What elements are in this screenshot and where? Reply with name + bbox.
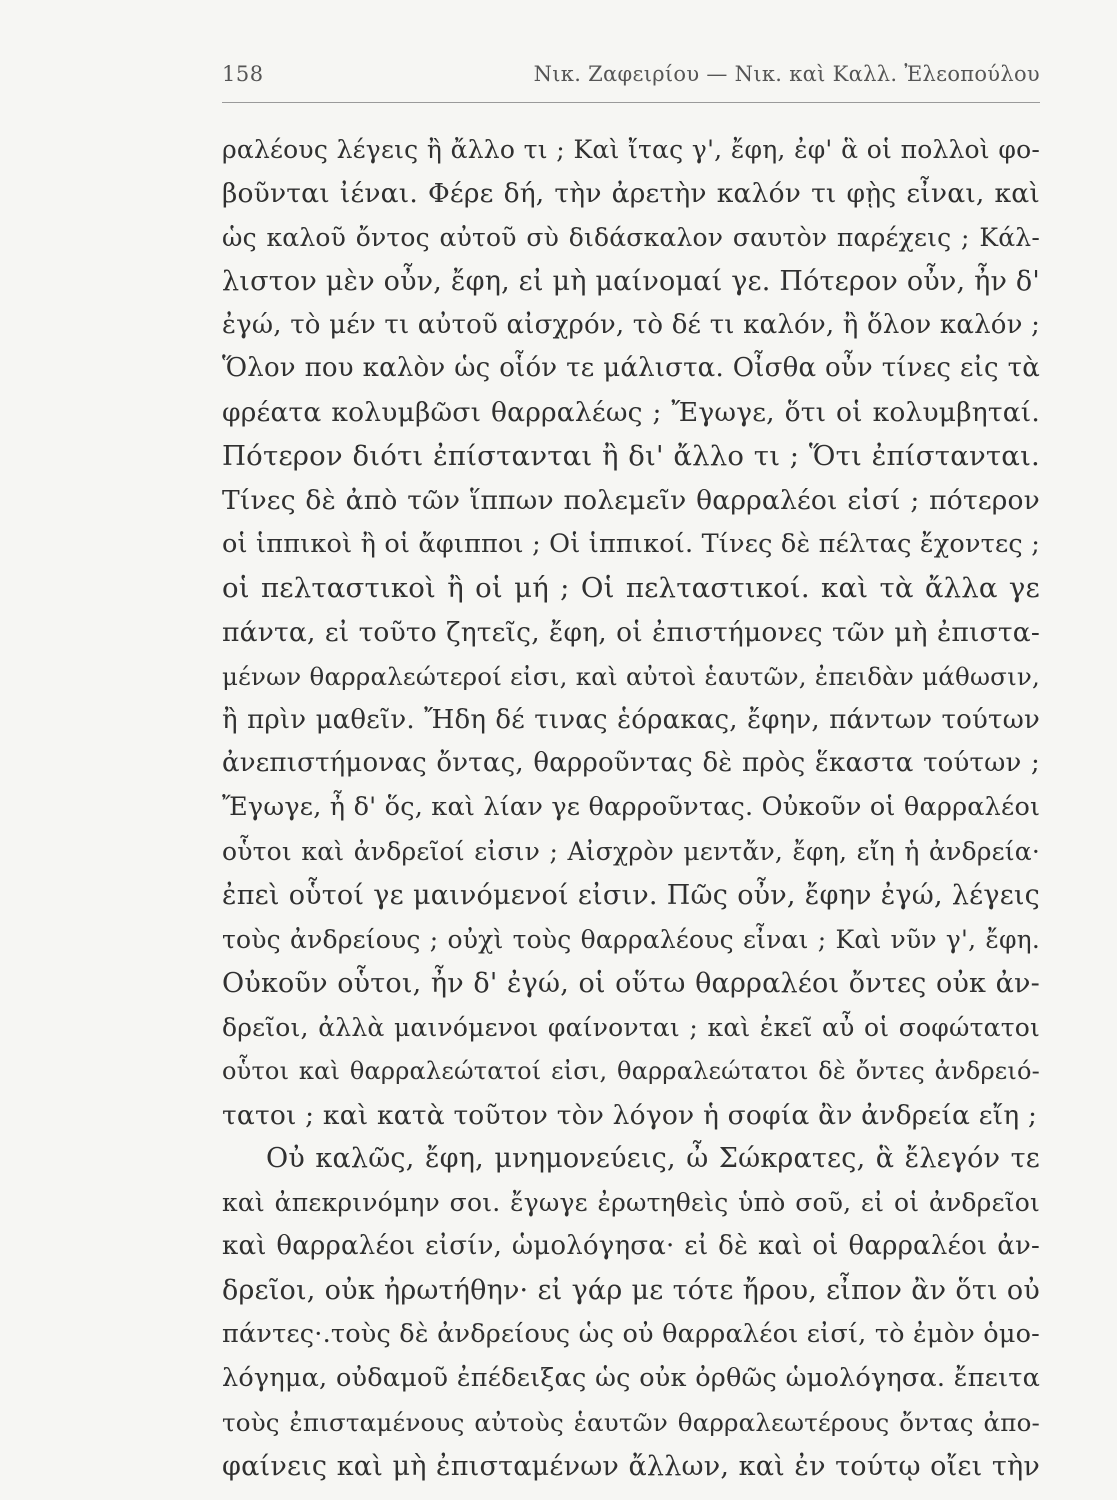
text-line: ἐγώ, τὸ μέν τι αὐτοῦ αἰσχρόν, τὸ δέ τι καλόν, ἢ ὅλον καλόν ; — [222, 309, 1041, 340]
text-line: καὶ ἀπεκρινόμην σοι. ἔγωγε ἐρωτηθεὶς ὑπὸ σοῦ, εἰ οἱ ἀνδρεῖοι — [222, 1188, 1040, 1218]
text-line: λόγημα, οὐδαμοῦ ἐπέδειξας ὡς οὐκ ὀρθῶς ὡμολόγησα. ἔπειτα — [222, 1362, 1040, 1393]
text-line: τοὺς ἀνδρείους ; οὐχὶ τοὺς θαρραλέους εἶναι ; Καὶ νῦν γ', ἔφη. — [222, 925, 1040, 955]
text-line: δρεῖοι, ἀλλὰ μαινόμενοι φαίνονται ; καὶ ἐκεῖ αὖ οἱ σοφώτατοι — [222, 1012, 1040, 1042]
text-line: πάντες·.τοὺς δὲ ἀνδρείους ὡς οὐ θαρραλέοι εἰσί, τὸ ἐμὸν ὁμο- — [222, 1319, 1040, 1350]
text-line: Οὐκοῦν οὗτοι, ἦν δ' ἐγώ, οἱ οὕτω θαρραλέοι ὄντες οὐκ ἀν- — [222, 967, 1040, 999]
text-line: Πότερον διότι ἐπίστανται ἢ δι' ἄλλο τι ; Ὅτι ἐπίστανται. — [222, 440, 1040, 473]
body-text — [222, 128, 1040, 1489]
text-line: πάντα, εἰ τοῦτο ζητεῖς, ἔφη, οἱ ἐπιστήμονες τῶν μὴ ἐπιστα- — [222, 616, 1040, 648]
text-line: Τίνες δὲ ἀπὸ τῶν ἵππων πολεμεῖν θαρραλέοι εἰσί ; πότερον — [222, 485, 1040, 517]
text-line: μένων θαρραλεώτεροί εἰσι, καὶ αὐτοὶ ἑαυτῶν, ἐπειδὰν μάθωσιν, — [222, 661, 1040, 691]
text-line: οἱ πελταστικοὶ ἢ οἱ μή ; Οἱ πελταστικοί. καὶ τὰ ἄλλα γε — [222, 571, 1040, 604]
page-number: 158 — [222, 62, 264, 86]
text-line: οὗτοι καὶ ἀνδρεῖοί εἰσιν ; Αἰσχρὸν μεντἄν, ἔφη, εἴη ἡ ἀνδρεία· — [222, 837, 1040, 867]
text-line: λιστον μὲν οὖν, ἔφη, εἰ μὴ μαίνομαί γε. Πότερον οὖν, ἦν δ' — [222, 265, 1040, 297]
text-line: ραλέους λέγεις ἢ ἄλλο τι ; Καὶ ἴτας γ', ἔφη, ἐφ' ἃ οἱ πολλοὶ φο- — [222, 135, 1040, 164]
text-line: φαίνεις καὶ μὴ ἐπισταμένων ἄλλων, καὶ ἐν τούτῳ οἴει τὴν — [222, 1450, 1040, 1482]
text-line: βοῦνται ἰέναι. Φέρε δή, τὴν ἀρετὴν καλόν τι φῂς εἶναι, καὶ — [222, 177, 1040, 209]
text-line: Ἔγωγε, ἦ δ' ὅς, καὶ λίαν γε θαρροῦντας. Οὐκοῦν οἱ θαρραλέοι — [222, 792, 1041, 823]
paragraph-start-line: Οὐ καλῶς, ἔφη, μνημονεύεις, ὦ Σώκρατες, ἃ ἔλεγόν τε — [266, 1143, 1040, 1175]
text-line: ὡς καλοῦ ὄντος αὐτοῦ σὺ διδάσκαλον σαυτὸν παρέχεις ; Κάλ- — [222, 222, 1040, 252]
text-line: τοὺς ἐπισταμένους αὐτοὺς ἑαυτῶν θαρραλεωτέρους ὄντας ἀπο- — [222, 1407, 1040, 1437]
text-line: ἐπεὶ οὗτοί γε μαινόμενοί εἰσιν. Πῶς οὖν, ἔφην ἐγώ, λέγεις — [222, 880, 1040, 912]
text-line: ἀνεπιστήμονας ὄντας, θαρροῦντας δὲ πρὸς ἕκαστα τούτων ; — [222, 748, 1040, 779]
text-line: καὶ θαρραλέοι εἰσίν, ὡμολόγησα· εἰ δὲ καὶ οἱ θαρραλέοι ἀν- — [222, 1231, 1040, 1262]
running-head: Νικ. Ζαφειρίου — Νικ. καὶ Καλλ. Ἐλεοπούλου — [533, 62, 1040, 86]
paragraph-end-line: τατοι ; καὶ κατὰ τοῦτον τὸν λόγον ἡ σοφία ἂν ἀνδρεία εἴη ; — [222, 1099, 1038, 1131]
page-header — [222, 62, 1040, 102]
header-rule — [222, 102, 1040, 103]
text-line: ἢ πρὶν μαθεῖν. Ἤδη δέ τινας ἑόρακας, ἔφην, πάντων τούτων — [222, 704, 1040, 735]
text-line: Ὅλον που καλὸν ὡς οἷόν τε μάλιστα. Οἶσθα οὖν τίνες εἰς τὰ — [222, 353, 1040, 384]
text-line: φρέατα κολυμβῶσι θαρραλέως ; Ἔγωγε, ὅτι οἱ κολυμβηταί. — [222, 397, 1040, 429]
text-line: δρεῖοι, οὐκ ἠρωτήθην· εἰ γάρ με τότε ἤρου, εἶπον ἂν ὅτι οὐ — [222, 1275, 1040, 1307]
text-line: οἱ ἱππικοὶ ἢ οἱ ἄφιπποι ; Οἱ ἱππικοί. Τίνες δὲ πέλτας ἔχοντες ; — [222, 529, 1040, 560]
text-line: οὗτοι καὶ θαρραλεώτατοί εἰσι, θαρραλεώτατοι δὲ ὄντες ἀνδρειό- — [222, 1056, 1040, 1085]
